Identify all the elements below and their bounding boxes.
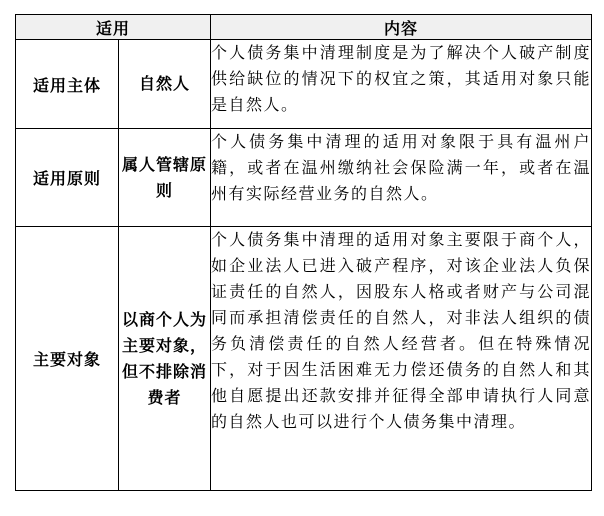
row-label: 适用主体	[16, 40, 119, 129]
table-row	[16, 227, 592, 491]
table-header-row	[16, 15, 592, 40]
row-sub-label: 属人管辖原则	[119, 129, 211, 227]
table-row	[16, 40, 592, 129]
table-row	[16, 129, 592, 227]
row-content: 个人债务集中清理的适用对象限于具有温州户籍，或者在温州缴纳社会保险满一年，或者在温州有实际经营业务的自然人。	[211, 129, 592, 227]
header-content: 内容	[211, 15, 592, 40]
row-label: 适用原则	[16, 129, 119, 227]
applicability-table	[15, 14, 592, 491]
row-label: 主要对象	[16, 227, 119, 491]
row-content: 个人债务集中清理制度是为了解决个人破产制度供给缺位的情况下的权宜之策，其适用对象只能是自然人。	[211, 40, 592, 129]
header-applicable: 适用	[16, 15, 211, 40]
row-sub-label: 自然人	[119, 40, 211, 129]
row-sub-label: 以商个人为主要对象，但不排除消费者	[119, 227, 211, 491]
row-content: 个人债务集中清理的适用对象主要限于商个人，如企业法人已进入破产程序，对该企业法人负保证责任的自然人，因股东人格或者财产与公司混同而承担清偿责任的自然人，对非法人组织的债务负清偿责任的自然人经营者。但在特殊情况下，对于因生活困难无力偿还债务的自然人和其他自愿提出还款安排并征得全部申请执行人同意的自然人也可以进行个人债务集中清理。	[211, 227, 592, 491]
